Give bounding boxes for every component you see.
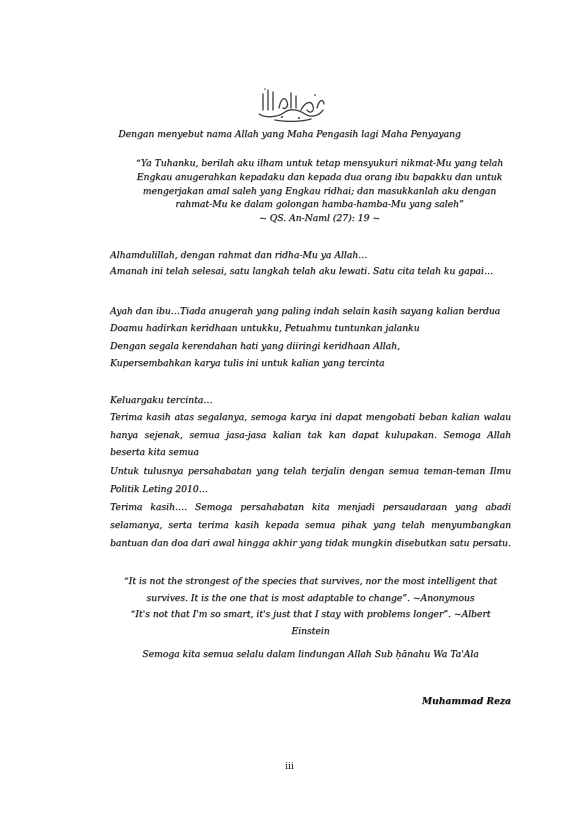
parents-line: Dengan segala kerendahan hati yang diiringi keridhaan Allah, — [110, 340, 400, 352]
quran-quote-reference: ~ QS. An-Naml (27): 19 ~ — [259, 213, 380, 225]
basmalah-calligraphy-icon — [255, 84, 327, 124]
intro-line: Alhamdulillah, dengan rahmat dan ridha-Mu ya Allah… — [110, 250, 368, 261]
family-line: Keluargaku tercinta… — [110, 395, 213, 406]
quran-quote — [132, 157, 507, 226]
parents-line: Ayah dan ibu…Tiada anugerah yang paling indah selain kasih sayang kalian berdua — [110, 306, 501, 317]
intro-line: Amanah ini telah selesai, satu langkah telah aku lewati. Satu cita telah ku gapai… — [110, 265, 494, 277]
family-paragraph — [110, 392, 511, 462]
intro-paragraph — [110, 249, 511, 279]
parents-line: Kupersembahkan karya tulis ini untuk kalian yang tercinta — [110, 358, 385, 370]
closing-quotes — [110, 574, 511, 640]
parents-paragraph — [110, 303, 511, 373]
friends-line: Untuk tulusnya persahabatan yang telah terjalin dengan semua teman-teman Ilmu Politik Leting 2010… — [110, 466, 511, 495]
parents-line: Doamu hadirkan keridhaan untukku, Petuahmu tuntunkan jalanku — [110, 323, 420, 335]
page-number: iii — [285, 762, 294, 772]
quote-darwin: “It is not the strongest of the species that survives, nor the most intelligent that survives. It is the one that is most adaptable to change”. ~Anonymous — [123, 576, 498, 604]
basmalah-translation: Dengan menyebut nama Allah yang Maha Pengasih lagi Maha Penyayang — [118, 129, 461, 140]
friends-line: Terima kasih…. Semoga persahabatan kita menjadi persaudaraan yang abadi selamanya, serta terima kasih kepada semua pihak yang telah menyumbangkan bantuan dan doa dari awal hingga akhir yang tidak mungkin disebutkan satu persatu. — [110, 501, 511, 549]
author-signature: Muhammad Reza — [421, 696, 511, 707]
quote-einstein: “It's not that I'm so smart, it's just that I stay with problems longer”. ~Albert Einstein — [130, 609, 491, 637]
quran-quote-text: “Ya Tuhanku, berilah aku ilham untuk tetap mensyukuri nikmat-Mu yang telah Engkau anugerahkan kepadaku dan kepada dua orang ibu bapakku dan untuk mengerjakan amal saleh yang Engkau ridhai; dan masukkanlah aku dengan rahmat-Mu ke dalam golongan hamba-hamba-Mu yang saleh” — [135, 158, 504, 211]
closing-prayer: Semoga kita semua selalu dalam lindungan Allah Sub ḥānahu Wa Ta'Ala — [142, 649, 479, 660]
family-line: Terima kasih atas segalanya, semoga karya ini dapat mengobati beban kalian walau hanya sejenak, semua jasa-jasa kalian tak kan dapat kulupakan. Semoga Allah beserta kita semua — [110, 412, 511, 459]
friends-paragraph — [110, 463, 511, 553]
